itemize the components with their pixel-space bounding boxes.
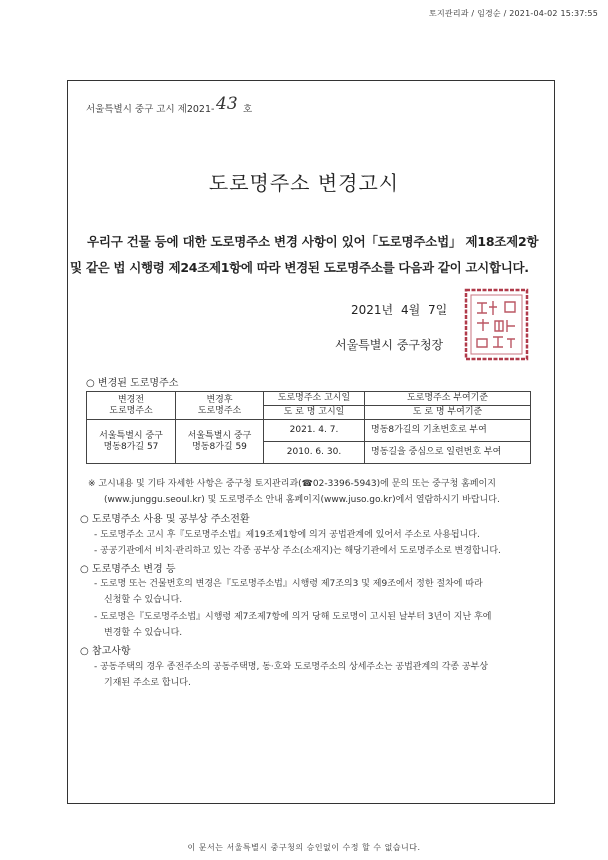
usage-item: - 공공기관에서 비치·관리하고 있는 각종 공부상 주소(소재지)는 해당기관에서 도로명주소로 변경합니다.: [94, 546, 501, 556]
notice-number-prefix: 서울특별시 중구 고시 제2021-: [86, 104, 215, 115]
usage-item: - 도로명주소 고시 후『도로명주소법』제19조제1항에 의거 공법관계에 있어서 주소로 사용됩니다.: [94, 530, 480, 540]
page-title: 도로명주소 변경고시: [208, 171, 400, 195]
section-change-title: ○ 도로명주소 변경 등: [80, 564, 176, 575]
notice-date: 2021년 4월 7일: [351, 303, 448, 317]
reference-item: - 공동주택의 경우 종전주소의 공동주택명, 동·호와 도로명주소의 상세주소는 공법관계의 각종 공부상: [94, 662, 489, 672]
reference-item: 기재된 주소로 합니다.: [104, 678, 191, 688]
col-header-basis: 도로명주소 부여기준: [365, 392, 531, 406]
col-header-road-basis: 도 로 명 부여기준: [365, 406, 531, 420]
address-change-table: [86, 391, 531, 464]
col-header-after: 변경후 도로명주소: [176, 392, 264, 420]
cell-after-address: 서울특별시 중구 명동8가길 59: [176, 420, 264, 464]
notice-number-handwritten: 43: [216, 94, 238, 114]
notice-number-suffix: 호: [243, 104, 253, 115]
body-line-1: 우리구 건물 등에 대한 도로명주소 변경 사항이 있어「도로명주소법」 제18조제2항: [87, 234, 539, 249]
issuer-name: 서울특별시 중구청장: [335, 338, 444, 352]
section-changed-address-title: ○ 변경된 도로명주소: [86, 378, 179, 389]
section-reference-title: ○ 참고사항: [80, 646, 131, 657]
change-item: 신청할 수 있습니다.: [104, 595, 183, 605]
col-header-road-notice-date: 도 로 명 고시일: [264, 406, 365, 420]
official-seal-stamp: [463, 287, 530, 362]
inquiry-line-1: ※ 고시내용 및 기타 자세한 사항은 중구청 토지관리과(☎02-3396-5943)에 문의 또는 중구청 홈페이지: [88, 479, 496, 489]
change-item: - 도로명 또는 건물번호의 변경은『도로명주소법』시행령 제7조의3 및 제9조에서 정한 절차에 따라: [94, 579, 483, 589]
inquiry-line-2: (www.junggu.seoul.kr) 및 도로명주소 안내 홈페이지(www.juso.go.kr)에서 열람하시기 바랍니다.: [104, 495, 500, 505]
cell-before-address: 서울특별시 중구 명동8가길 57: [87, 420, 176, 464]
cell-date-2: 2010. 6. 30.: [264, 442, 365, 464]
document-header-meta: 토지관리과 / 임경순 / 2021-04-02 15:37:55: [429, 9, 598, 18]
document-footer: 이 문서는 서울특별시 중구청의 승인없이 수정 할 수 없습니다.: [187, 843, 421, 852]
body-line-2: 및 같은 법 시행령 제24조제1항에 따라 변경된 도로명주소를 다음과 같이 고시합니다.: [70, 260, 529, 275]
change-item: - 도로명은『도로명주소법』시행령 제7조제7항에 의거 당해 도로명이 고시된 날부터 3년이 지난 후에: [94, 612, 492, 622]
section-usage-title: ○ 도로명주소 사용 및 공부상 주소전환: [80, 514, 250, 525]
col-header-notice-date: 도로명주소 고시일: [264, 392, 365, 406]
cell-basis-2: 명동길을 중심으로 일련번호 부여: [365, 442, 531, 464]
change-item: 변경할 수 있습니다.: [104, 628, 183, 638]
col-header-before: 변경전 도로명주소: [87, 392, 176, 420]
cell-basis-1: 명동8가길의 기초번호로 부여: [365, 420, 531, 442]
cell-date-1: 2021. 4. 7.: [264, 420, 365, 442]
